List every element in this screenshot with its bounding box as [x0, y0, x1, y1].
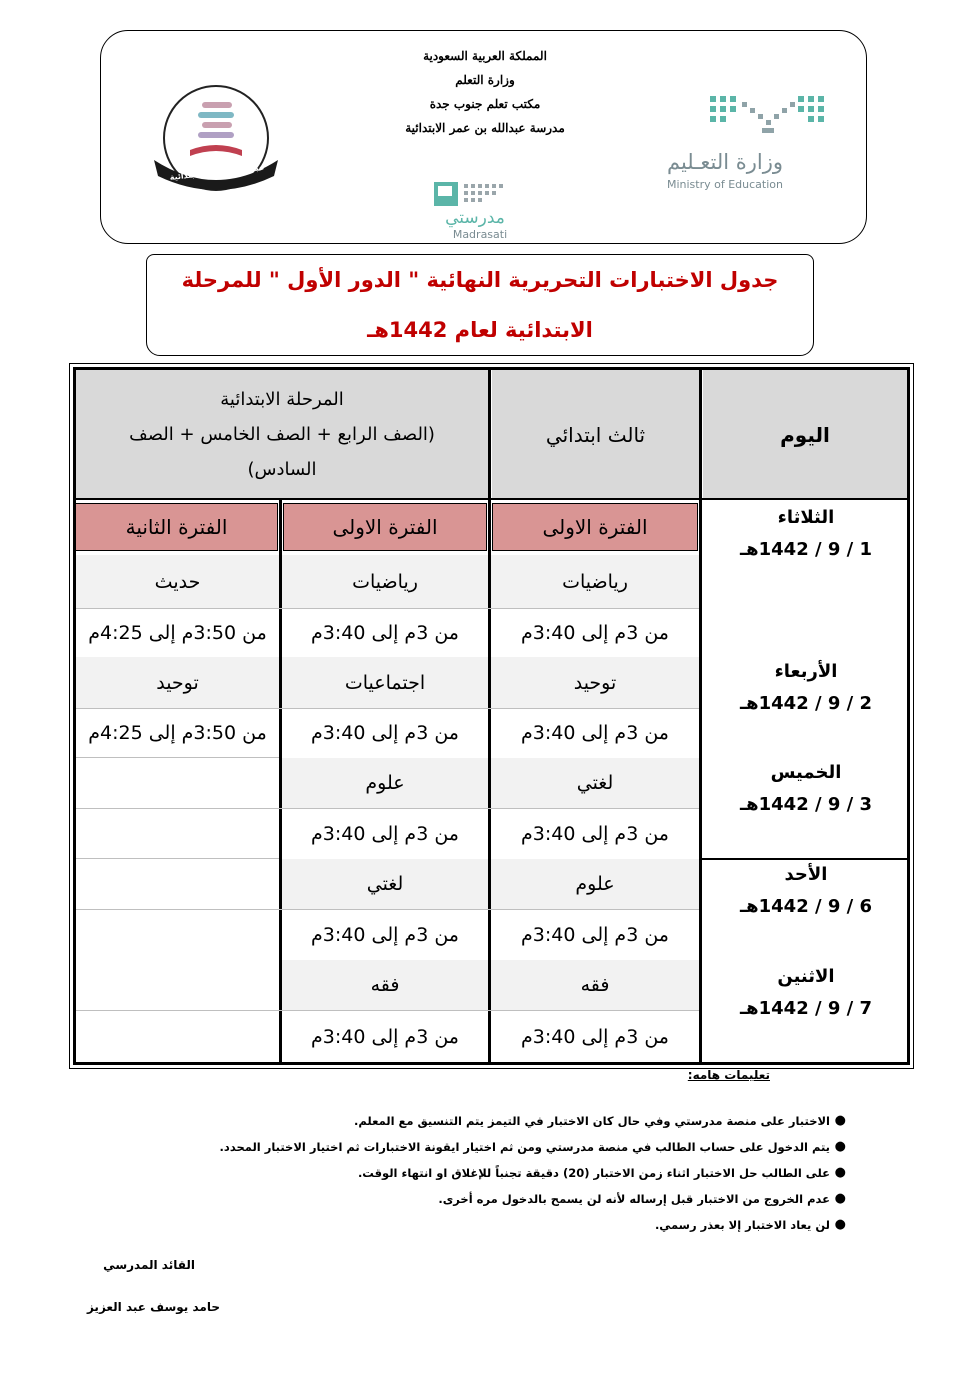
instructions-list — [150, 1108, 848, 1238]
cell-upper1-time: من 3م إلى 3:40م — [282, 709, 488, 757]
cell-upper1-subject: علوم — [282, 758, 488, 808]
madrasati-logo-word: مدرستي — [445, 208, 505, 228]
ministry-of-education-logo-icon — [700, 92, 840, 142]
cell-upper1-time: من 3م إلى 3:40م — [282, 809, 488, 858]
period-upper-first: الفترة الاولى — [283, 503, 487, 551]
instruction-item — [150, 1134, 846, 1160]
cell-upper2-subject — [76, 859, 279, 909]
cell-third-subject: علوم — [491, 859, 699, 909]
upper-grades-classes-cont: السادس) — [247, 459, 317, 480]
signature-role: القائد المدرسي — [103, 1258, 195, 1272]
day-thursday — [706, 757, 906, 821]
day-date: 2 / 9 / 1442هـ — [739, 693, 873, 714]
instruction-item — [150, 1186, 846, 1212]
cell-upper1-subject: فقه — [282, 960, 488, 1010]
cell-upper1-subject: لغتي — [282, 859, 488, 909]
bullet-icon: ● — [834, 1113, 846, 1128]
day-name: الأحد — [784, 864, 828, 885]
cell-third-subject: فقه — [491, 960, 699, 1010]
cell-upper2-subject: توحيد — [76, 657, 279, 708]
upper-grades-title: المرحلة الابتدائية — [220, 389, 344, 410]
day-date: 1 / 9 / 1442هـ — [739, 539, 873, 560]
cell-third-time: من 3م إلى 3:40م — [491, 809, 699, 858]
cell-third-subject: رياضيات — [491, 555, 699, 608]
signature-name: حامد يوسف عبد العزيز — [86, 1300, 220, 1314]
madrasati-logo-icon — [432, 180, 532, 210]
instruction-text: لن يعاد الاختبار إلا بعذر رسمي. — [654, 1218, 830, 1232]
day-wednesday — [706, 656, 906, 720]
cell-upper2-time: من 3:50م إلى 4:25م — [76, 709, 279, 757]
school-emblem-icon — [150, 80, 282, 200]
ministry-logo-english: Ministry of Education — [666, 178, 783, 191]
column-header-day: اليوم — [703, 370, 907, 499]
header-divider — [73, 498, 910, 500]
instruction-text: عدم الخروج من الاختبار قبل إرساله لأنه لن يسمح بالدخول مره أخرى. — [438, 1192, 830, 1206]
bullet-icon: ● — [834, 1139, 846, 1154]
header-text — [330, 44, 640, 140]
bullet-icon: ● — [834, 1165, 846, 1180]
school-emblem-text: عبدالله بن عمر الابتدائية — [169, 163, 265, 182]
cell-third-subject: لغتي — [491, 758, 699, 808]
instruction-item — [150, 1108, 846, 1134]
title-line-1: جدول الاختبارات التحريرية النهائية " الدور الأول " للمرحلة — [181, 268, 779, 292]
cell-third-time: من 3م إلى 3:40م — [491, 609, 699, 657]
cell-upper2-time — [76, 809, 279, 858]
header-line-school: مدرسة عبدالله بن عمر الابتدائية — [405, 121, 565, 135]
day-name: الخميس — [770, 762, 842, 783]
day-name: الثلاثاء — [777, 507, 835, 528]
cell-upper2-time — [76, 1011, 279, 1062]
divider-day-column — [699, 367, 702, 1065]
bullet-icon: ● — [834, 1217, 846, 1232]
header-line-ministry: وزارة التعلم — [455, 73, 515, 87]
column-header-third-grade: ثالث ابتدائي — [492, 370, 699, 499]
instruction-item — [150, 1160, 846, 1186]
cell-upper2-time: من 3:50م إلى 4:25م — [76, 609, 279, 657]
day-sunday — [706, 859, 906, 923]
cell-upper1-time: من 3م إلى 3:40م — [282, 609, 488, 657]
ministry-logo-word: وزارة التعـليم — [666, 150, 784, 174]
period-upper-second: الفترة الثانية — [75, 503, 278, 551]
day-name: الاثنين — [777, 966, 835, 987]
day-monday — [706, 961, 906, 1025]
day-tuesday — [706, 502, 906, 566]
cell-third-subject: توحيد — [491, 657, 699, 708]
instruction-text: الاختبار على منصة مدرستي وفي حال كان الاختبار في التيمز يتم التنسيق مع المعلم. — [354, 1114, 830, 1128]
cell-upper2-subject: حديث — [76, 555, 279, 608]
day-name: الأربعاء — [774, 661, 838, 682]
header-line-country: المملكة العربية السعودية — [423, 49, 547, 63]
cell-upper2-subject — [76, 758, 279, 808]
day-date: 6 / 9 / 1442هـ — [739, 896, 873, 917]
instruction-item — [150, 1212, 846, 1238]
upper-grades-classes: (الصف الرابع + الصف الخامس + الصف — [129, 424, 435, 445]
header-line-office: مكتب تعلم جنوب جدة — [429, 97, 541, 111]
instructions-title: تعليمات هامه: — [687, 1068, 770, 1082]
madrasati-logo-english: Madrasati — [452, 228, 508, 241]
cell-upper1-time: من 3م إلى 3:40م — [282, 910, 488, 960]
cell-third-time: من 3م إلى 3:40م — [491, 709, 699, 757]
cell-upper1-subject: رياضيات — [282, 555, 488, 608]
cell-third-time: من 3م إلى 3:40م — [491, 910, 699, 960]
cell-upper1-time: من 3م إلى 3:40م — [282, 1011, 488, 1062]
day-date: 7 / 9 / 1442هـ — [739, 998, 873, 1019]
cell-upper2-subject — [76, 960, 279, 1010]
cell-third-time: من 3م إلى 3:40م — [491, 1011, 699, 1062]
cell-upper2-time — [76, 910, 279, 960]
instruction-text: يتم الدخول على حساب الطالب في منصة مدرستي ومن ثم اختيار ايقونة الاختبارات ثم اختيار الاختبار المحدد. — [219, 1140, 830, 1154]
day-date: 3 / 9 / 1442هـ — [739, 794, 873, 815]
cell-upper1-subject: اجتماعيات — [282, 657, 488, 708]
title-line-2: الابتدائية لعام 1442هـ — [367, 318, 593, 342]
instruction-text: على الطالب حل الاختبار اثناء زمن الاختبار (20) دقيقة تجنباً للإغلاق او انتهاء الوقت. — [357, 1166, 830, 1180]
bullet-icon: ● — [834, 1191, 846, 1206]
period-third-first: الفترة الاولى — [492, 503, 698, 551]
column-header-upper-grades — [76, 370, 488, 499]
